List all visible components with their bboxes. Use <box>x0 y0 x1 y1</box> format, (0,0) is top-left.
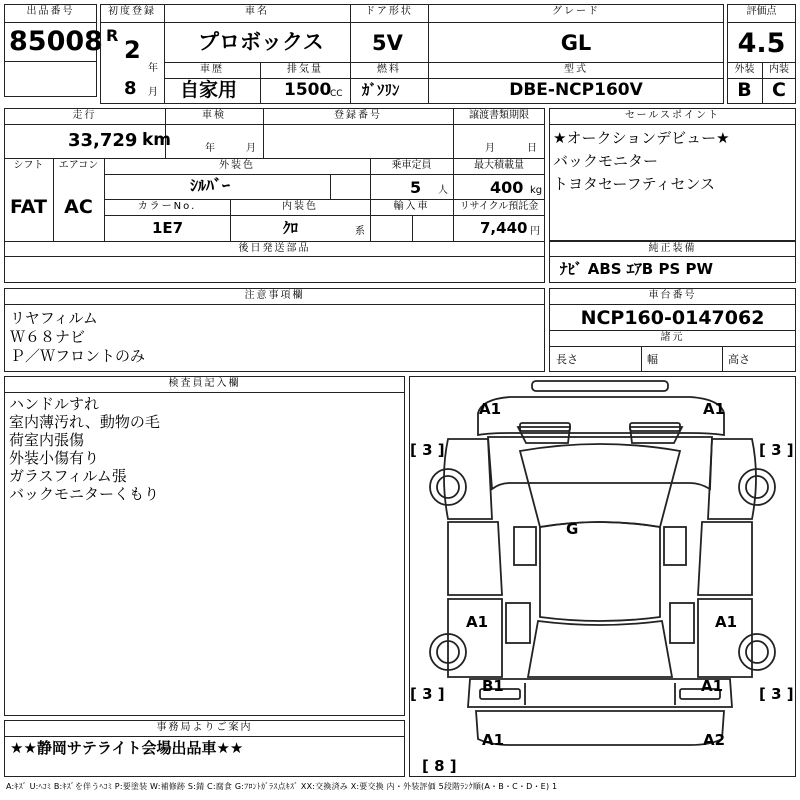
length-label: 長さ <box>556 353 578 366</box>
capacity-label: 乗車定員 <box>391 160 432 171</box>
recycle-unit: 円 <box>530 226 540 237</box>
inspection-label: 車検 <box>202 110 226 121</box>
inspector-line: ハンドルすれ <box>9 395 100 413</box>
mark-rear-left: B1 <box>482 677 504 695</box>
office-text: ★★静岡サテライト会場出品車★★ <box>10 739 244 757</box>
recycle-label: リサイクル預託金 <box>459 201 539 212</box>
mark-spare: [ 8 ] <box>422 757 457 775</box>
era: R <box>106 26 119 45</box>
import-label: 輸入車 <box>393 201 430 212</box>
office-label: 事務局よりご案内 <box>156 722 253 733</box>
recycle-value: 7,440 <box>480 219 528 237</box>
reg-number-label: 登録番号 <box>334 110 382 121</box>
transfer-label: 譲渡書類期限 <box>469 110 529 121</box>
sales-point-line: バックモニター <box>553 152 659 170</box>
shift-label: シフト <box>13 160 44 171</box>
int-color-label: 内装色 <box>282 201 318 212</box>
mark-rear-right: A1 <box>701 677 724 695</box>
capacity-value: 5 <box>410 178 422 197</box>
specs-label: 諸元 <box>660 332 685 343</box>
notes-label: 注意事項欄 <box>244 290 305 301</box>
equipment-label: 純正装備 <box>648 243 697 254</box>
height-label: 高さ <box>728 353 750 366</box>
exterior-label: 外装 <box>734 64 755 75</box>
note-line: Ｗ６８ナビ <box>10 328 86 346</box>
int-color-unit: 系 <box>355 226 365 237</box>
mileage-unit: km <box>142 130 172 150</box>
model-value: DBE-NCP160V <box>509 80 643 100</box>
mark-side-right: A1 <box>715 613 738 631</box>
interior-grade: C <box>772 79 786 101</box>
first-reg-month: 8 <box>124 78 137 99</box>
doors-value: 5V <box>372 31 403 55</box>
first-reg-year: 2 <box>124 36 141 64</box>
load-label: 最大積載量 <box>474 160 524 171</box>
chassis-label: 車台番号 <box>648 290 697 301</box>
car-name: プロボックス <box>198 30 324 54</box>
mark-front-right: A1 <box>703 400 726 418</box>
doors-label: ドア形状 <box>365 6 413 17</box>
note-line: リヤフィルム <box>10 309 98 327</box>
exterior-grade: B <box>737 79 752 101</box>
fuel-value: ｶﾞｿﾘﾝ <box>362 81 400 99</box>
equipment-value: ﾅﾋﾞ ABS ｴｱB PS PW <box>560 260 714 278</box>
mark-side-left: A1 <box>466 613 489 631</box>
sales-point-line: ★オークションデビュー★ <box>553 129 730 147</box>
chassis-number: NCP160-0147062 <box>580 307 765 329</box>
history-label: 車歴 <box>200 64 224 75</box>
capacity-unit: 人 <box>438 185 448 196</box>
transfer-day-unit: 日 <box>527 143 537 154</box>
fuel-label: 燃料 <box>377 64 401 75</box>
mileage-value: 33,729 <box>68 130 138 151</box>
inspector-line: 外装小傷有り <box>9 449 100 467</box>
damage-diagram <box>409 376 796 777</box>
note-line: Ｐ／Ｗフロントのみ <box>10 347 146 365</box>
mark-front-left: A1 <box>479 400 502 418</box>
lot-number: 85008 <box>9 26 103 57</box>
displacement-value: 1500 <box>284 80 332 100</box>
month-unit: 月 <box>148 87 158 98</box>
sales-points-label: セールスポイント <box>624 110 721 121</box>
inspection-month-unit: 月 <box>246 143 256 154</box>
mark-wheel-rl: [ 3 ] <box>410 685 445 703</box>
ext-color-label: 外装色 <box>219 160 255 171</box>
mark-wheel-rr: [ 3 ] <box>759 685 794 703</box>
first-reg-label: 初度登録 <box>108 6 156 17</box>
shift-value: FAT <box>10 196 47 218</box>
inspector-line: 室内薄汚れ、動物の毛 <box>9 413 160 431</box>
mark-bumper-left: A1 <box>482 731 505 749</box>
inspector-line: ガラスフィルム張 <box>9 467 127 485</box>
displacement-unit: CC <box>330 89 343 99</box>
inspector-line: バックモニターくもり <box>9 485 160 503</box>
grade-value: GL <box>560 31 592 55</box>
load-unit: kg <box>530 185 543 196</box>
mark-wheel-fl: [ 3 ] <box>410 441 445 459</box>
mileage-label: 走行 <box>72 110 97 121</box>
score-value: 4.5 <box>737 28 786 59</box>
color-no-label: カラーNo. <box>137 201 197 212</box>
sales-point-line: トヨタセーフティセンス <box>553 175 716 193</box>
later-parts-label: 後日発送部品 <box>238 243 311 254</box>
score-label: 評価点 <box>746 6 777 17</box>
transfer-month-unit: 月 <box>485 143 495 154</box>
color-no-value: 1E7 <box>152 219 184 237</box>
inspection-year-unit: 年 <box>205 143 215 154</box>
int-color-value: ｸﾛ <box>283 219 299 237</box>
interior-label: 内装 <box>769 64 789 75</box>
mark-wheel-fr: [ 3 ] <box>759 441 794 459</box>
inspector-line: 荷室内張傷 <box>9 431 85 449</box>
ext-color-value: ｼﾙﾊﾞｰ <box>190 176 231 195</box>
lot-label: 出品番号 <box>26 6 75 17</box>
load-value: 400 <box>490 178 524 197</box>
legend: A:ｷｽﾞ U:ﾍｺﾐ B:ｷｽﾞを伴うﾍｺﾐ P:要塗装 W:補修跡 S:錆 C:腐食 G:ﾌﾛﾝﾄｶﾞﾗｽ点ｷｽﾞ XX:交換済み X:要交換 内・外装評価 5段階ﾗﾝｸ順(A・B・C・D・E) 1 <box>6 782 558 791</box>
mark-roof: G <box>566 520 579 538</box>
inspector-label: 検査員記入欄 <box>168 378 241 389</box>
year-unit: 年 <box>148 63 158 74</box>
width-label: 幅 <box>647 353 658 366</box>
history-value: 自家用 <box>180 79 238 101</box>
mark-bumper-right: A2 <box>703 731 726 749</box>
ac-label: エアコン <box>58 160 99 171</box>
grade-label: グレード <box>552 6 600 17</box>
displacement-label: 排気量 <box>287 64 323 75</box>
car-name-label: 車名 <box>245 6 269 17</box>
car-outline <box>410 377 795 776</box>
model-label: 型式 <box>564 64 588 75</box>
ac-value: AC <box>64 196 93 218</box>
